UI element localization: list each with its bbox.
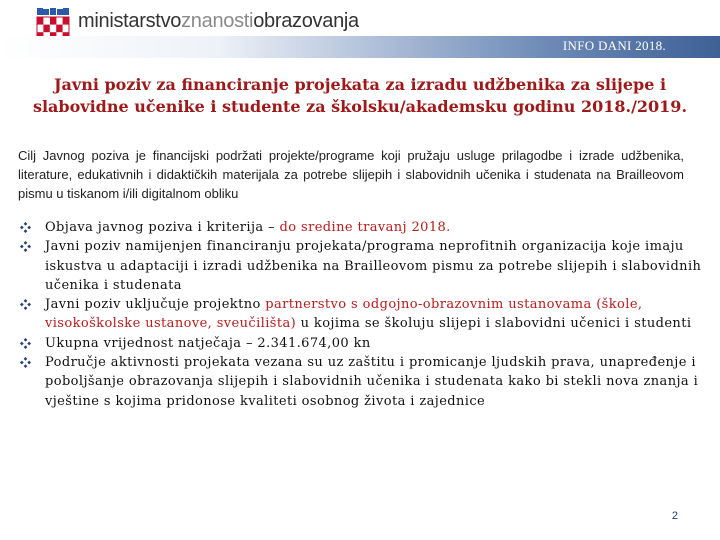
bullet-list [18,218,702,411]
bullet-text: Javni poziv namijenjen financiranju projekata/programa neprofitnih organizacija koje imaju iskustva u adaptaciji i izradi udžbenika na Brailleovom pismu za potrebe slijepih i slabovidnih učenika i studenata [45,239,702,293]
diamond-bullet-icon [20,299,31,310]
slide-title: Javni poziv za financiranje projekata za izradu udžbenika za slijepe i slabovidne učenike i studente za školsku/akademsku godinu 2018./2019. [32,75,688,116]
diamond-bullet-icon [20,222,31,233]
bullet-text: Ukupna vrijednost natječaja – 2.341.674,00 kn [45,335,371,351]
bullet-text: Područje aktivnosti projekata vezana su uz zaštitu i promicanje ljudskih prava, unapređenje i poboljšanje obrazovanja slijepih i slabovidnih učenika i studenata kako bi stekli nova znanja i vještine s kojima pridonose kvaliteti osobnog života i zajednice [45,355,699,409]
intro-paragraph: Cilj Javnog poziva je financijski podržati projekte/programe koji pružaju usluge prilagodbe i izrade udžbenika, literature, edukativnih i didaktičkih materijala za potrebe slijepih i slabovidnih učenika i studenata na Brailleovom pismu u tiskanom i/ili digitalnom obliku [18,148,684,201]
logo-part-obrazovanja: obrazovanja [253,10,359,32]
diamond-bullet-icon [20,338,31,349]
list-item [18,353,702,411]
ministry-logo-text [78,10,359,33]
diamond-bullet-icon [20,241,31,252]
bullet-text: Javni poziv uključuje projektno [45,297,266,313]
list-item [18,237,702,295]
logo-part-ministarstvo: ministarstvo [78,10,182,32]
bullet-highlight: do sredine travanj 2018. [279,220,451,235]
bullet-text-tail: u kojima se školuju slijepi i slabovidni učenici i studenti [296,316,692,332]
list-item [18,334,702,353]
logo-part-znanosti: znanosti [181,10,254,32]
bullet-highlight: partnerstvo s odgojno-obrazovnim ustanovama (škole, visokoškolske ustanove, sveučilišta) [45,297,643,332]
page-number: 2 [671,510,678,522]
header [0,0,720,60]
list-item [18,295,702,334]
list-item [18,218,702,237]
info-dani-label: INFO DANI 2018. [562,38,666,53]
diamond-bullet-icon [20,357,31,368]
bullet-text: Objava javnog poziva i kriterija – [45,220,280,235]
